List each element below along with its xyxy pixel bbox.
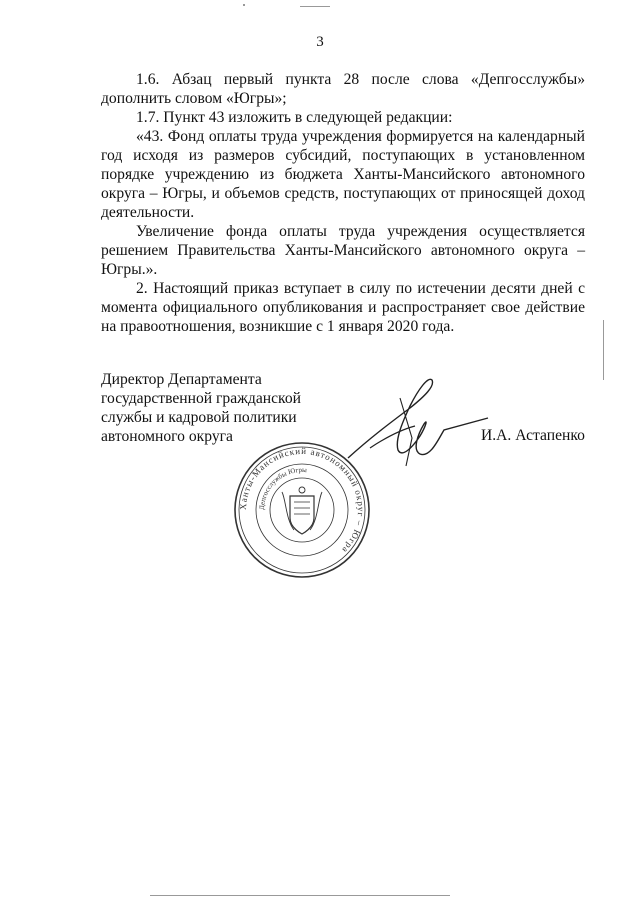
signatory-title-line: автономного округа <box>101 428 233 445</box>
scan-speck <box>150 895 450 896</box>
signatory-title <box>101 370 301 446</box>
scan-speck <box>603 320 604 380</box>
document-body <box>101 70 585 336</box>
coat-of-arms-emblem <box>282 487 322 534</box>
signatory-title-line: Директор Департамента <box>101 371 262 388</box>
paragraph-increase: Увеличение фонда оплаты труда учреждения осуществляется решением Правительства Ханты-Мансийского автономного округа – Югры.». <box>101 223 585 278</box>
page-number: 3 <box>316 34 324 50</box>
paragraph-1-6: 1.6. Абзац первый пункта 28 после слова «Депгосслужбы» дополнить словом «Югры»; <box>101 71 585 107</box>
official-seal <box>232 440 372 580</box>
paragraph-43: «43. Фонд оплаты труда учреждения формируется на календарный год исходя из размеров субсидий, поступающих в установленном порядке учреждению из бюджета Ханты-Мансийского автономного округа – Югры, и объемов средств, поступающих от приносящей доход деятельности. <box>101 128 585 221</box>
signatory-title-line: государственной гражданской <box>101 390 301 407</box>
paragraph-1-7: 1.7. Пункт 43 изложить в следующей редакции: <box>136 109 453 126</box>
scan-speck <box>300 6 330 7</box>
seal-outer-text: Ханты-Мансийский автономный округ – Югра <box>237 445 367 556</box>
paragraph-2: 2. Настоящий приказ вступает в силу по истечении десяти дней с момента официального опубликования и распространяет свое действие на правоотношения, возникшие с 1 января 2020 года. <box>101 280 585 335</box>
seal-inner-text: Депгосслужбы Югры <box>257 465 308 511</box>
scan-speck <box>243 4 245 6</box>
signatory-title-line: службы и кадровой политики <box>101 409 297 426</box>
signatory-name: И.А. Астапенко <box>481 427 585 444</box>
